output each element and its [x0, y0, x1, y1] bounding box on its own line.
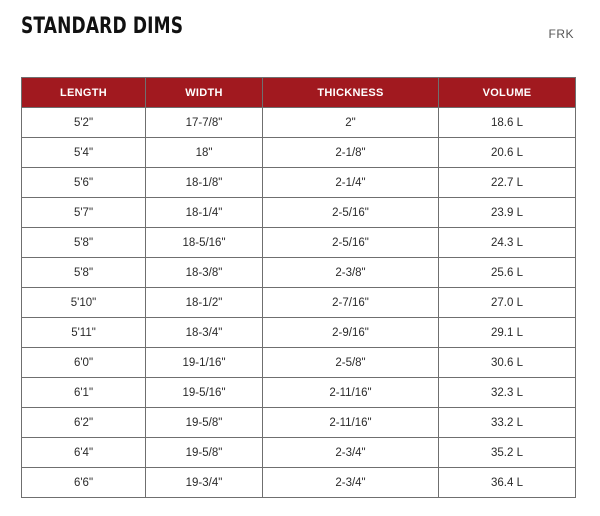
- cell-volume: 33.2 L: [439, 408, 576, 438]
- cell-thickness: 2-1/4": [263, 168, 439, 198]
- cell-width: 18": [146, 138, 263, 168]
- cell-length: 5'2": [22, 108, 146, 138]
- cell-thickness: 2-3/8": [263, 258, 439, 288]
- cell-length: 5'7": [22, 198, 146, 228]
- cell-thickness: 2-5/8": [263, 348, 439, 378]
- cell-width: 19-5/8": [146, 438, 263, 468]
- cell-length: 6'1": [22, 378, 146, 408]
- cell-volume: 25.6 L: [439, 258, 576, 288]
- table-row: [22, 228, 576, 258]
- cell-thickness: 2-5/16": [263, 198, 439, 228]
- cell-length: 5'8": [22, 228, 146, 258]
- cell-width: 19-5/8": [146, 408, 263, 438]
- cell-volume: 23.9 L: [439, 198, 576, 228]
- cell-thickness: 2-5/16": [263, 228, 439, 258]
- cell-volume: 20.6 L: [439, 138, 576, 168]
- table-row: [22, 108, 576, 138]
- cell-thickness: 2": [263, 108, 439, 138]
- cell-length: 5'6": [22, 168, 146, 198]
- dimensions-table: [21, 77, 576, 498]
- cell-length: 5'11": [22, 318, 146, 348]
- cell-thickness: 2-3/4": [263, 438, 439, 468]
- cell-volume: 27.0 L: [439, 288, 576, 318]
- table-row: [22, 468, 576, 498]
- table-header-row: [22, 78, 576, 108]
- cell-length: 6'4": [22, 438, 146, 468]
- cell-thickness: 2-11/16": [263, 408, 439, 438]
- cell-volume: 35.2 L: [439, 438, 576, 468]
- cell-thickness: 2-11/16": [263, 378, 439, 408]
- cell-volume: 18.6 L: [439, 108, 576, 138]
- cell-volume: 22.7 L: [439, 168, 576, 198]
- table-row: [22, 318, 576, 348]
- cell-length: 5'8": [22, 258, 146, 288]
- cell-length: 6'2": [22, 408, 146, 438]
- column-header-length: LENGTH: [22, 78, 146, 108]
- table-body: [22, 108, 576, 498]
- cell-thickness: 2-1/8": [263, 138, 439, 168]
- table-row: [22, 378, 576, 408]
- cell-thickness: 2-7/16": [263, 288, 439, 318]
- column-header-thickness: THICKNESS: [263, 78, 439, 108]
- cell-volume: 29.1 L: [439, 318, 576, 348]
- cell-width: 18-1/4": [146, 198, 263, 228]
- cell-thickness: 2-3/4": [263, 468, 439, 498]
- cell-volume: 36.4 L: [439, 468, 576, 498]
- column-header-volume: VOLUME: [439, 78, 576, 108]
- cell-width: 18-3/4": [146, 318, 263, 348]
- table-row: [22, 198, 576, 228]
- page-title: STANDARD DIMS: [21, 14, 184, 39]
- table-row: [22, 288, 576, 318]
- cell-width: 18-1/8": [146, 168, 263, 198]
- cell-volume: 24.3 L: [439, 228, 576, 258]
- table-row: [22, 168, 576, 198]
- cell-length: 5'10": [22, 288, 146, 318]
- cell-width: 19-5/16": [146, 378, 263, 408]
- table-row: [22, 408, 576, 438]
- table-row: [22, 348, 576, 378]
- table-row: [22, 258, 576, 288]
- cell-length: 5'4": [22, 138, 146, 168]
- cell-width: 19-3/4": [146, 468, 263, 498]
- cell-width: 18-3/8": [146, 258, 263, 288]
- cell-width: 18-1/2": [146, 288, 263, 318]
- cell-width: 17-7/8": [146, 108, 263, 138]
- model-code: FRK: [548, 27, 574, 41]
- cell-length: 6'6": [22, 468, 146, 498]
- cell-volume: 32.3 L: [439, 378, 576, 408]
- cell-width: 19-1/16": [146, 348, 263, 378]
- cell-thickness: 2-9/16": [263, 318, 439, 348]
- column-header-width: WIDTH: [146, 78, 263, 108]
- table-row: [22, 438, 576, 468]
- table-row: [22, 138, 576, 168]
- cell-width: 18-5/16": [146, 228, 263, 258]
- cell-volume: 30.6 L: [439, 348, 576, 378]
- cell-length: 6'0": [22, 348, 146, 378]
